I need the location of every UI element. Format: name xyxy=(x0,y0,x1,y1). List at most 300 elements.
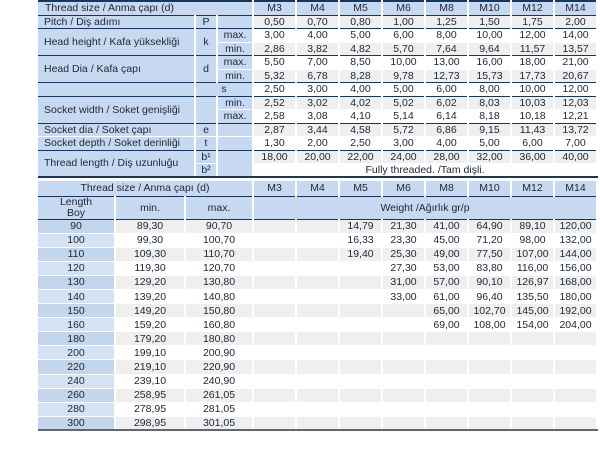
weight-value xyxy=(253,275,296,289)
weight-value xyxy=(339,402,382,416)
weight-value xyxy=(554,388,597,402)
spec-value-cell: 10,18 xyxy=(511,110,554,124)
weight-value xyxy=(425,332,468,346)
weight-value xyxy=(382,346,425,360)
spec-value-cell: 5,00 xyxy=(468,137,511,151)
spec-value-cell: 21,00 xyxy=(554,56,597,70)
spec-value-cell: 3,08 xyxy=(296,110,339,124)
minmax-qualifier xyxy=(217,150,253,177)
length-value: 160 xyxy=(38,318,115,332)
weight-value xyxy=(425,346,468,360)
spec-row-label: Socket depth / Soket derinliği xyxy=(38,137,195,151)
weight-row xyxy=(38,374,597,388)
max-length-value: 150,80 xyxy=(185,304,253,318)
weight-value xyxy=(253,346,296,360)
min-length-value: 149,20 xyxy=(115,304,185,318)
size-column-header: M6 xyxy=(382,1,425,15)
weight-value xyxy=(468,388,511,402)
minmax-qualifier: min. xyxy=(217,96,253,110)
weight-value xyxy=(468,360,511,374)
spec-value-cell: 13,72 xyxy=(554,123,597,137)
weight-value: 145,00 xyxy=(511,304,554,318)
max-length-value: 160,80 xyxy=(185,318,253,332)
weight-value: 69,00 xyxy=(425,318,468,332)
spec-value-cell: 2,58 xyxy=(253,110,296,124)
min-length-value: 239,10 xyxy=(115,374,185,388)
spec-row-label: Thread length / Diş uzunluğu xyxy=(38,150,195,177)
dimension-symbol: s xyxy=(195,83,253,97)
dimension-symbol: P xyxy=(195,15,217,29)
boy-header-line: Boy xyxy=(66,206,86,219)
weight-row xyxy=(38,402,597,416)
weight-value xyxy=(468,374,511,388)
weight-row xyxy=(38,416,597,430)
spec-value-cell: 8,00 xyxy=(425,29,468,43)
weight-value xyxy=(382,402,425,416)
weight-table xyxy=(38,181,598,431)
weight-value xyxy=(339,318,382,332)
weight-value: 89,10 xyxy=(511,219,554,233)
weight-value xyxy=(296,402,339,416)
spec-value-cell: 3,00 xyxy=(382,137,425,151)
spec-value-cell: 10,00 xyxy=(468,29,511,43)
spec-value-cell: 7,64 xyxy=(425,42,468,56)
spec-value-cell: 10,00 xyxy=(382,56,425,70)
spec-row xyxy=(38,83,597,97)
weight-value: 126,97 xyxy=(511,275,554,289)
size-column-header: M5 xyxy=(339,181,382,196)
weight-value: 83,80 xyxy=(468,261,511,275)
spec-value-cell: 2,86 xyxy=(253,42,296,56)
weight-value xyxy=(339,346,382,360)
weight-value xyxy=(382,388,425,402)
weight-value xyxy=(253,416,296,430)
weight-value xyxy=(554,346,597,360)
weight-value xyxy=(425,360,468,374)
weight-header-row-sizes xyxy=(38,181,597,196)
weight-value xyxy=(554,332,597,346)
spec-value-cell: 6,00 xyxy=(382,29,425,43)
weight-row xyxy=(38,318,597,332)
spec-value-cell: 5,00 xyxy=(339,29,382,43)
length-header-line: Length xyxy=(59,196,93,208)
min-length-value: 109,30 xyxy=(115,247,185,261)
weight-value xyxy=(511,332,554,346)
max-length-value: 301,05 xyxy=(185,416,253,430)
spec-value-cell: 3,44 xyxy=(296,123,339,137)
spec-value-cell: 2,50 xyxy=(339,137,382,151)
max-length-value: 100,70 xyxy=(185,233,253,247)
weight-value: 96,40 xyxy=(468,290,511,304)
weight-value xyxy=(253,388,296,402)
spec-value-cell: 8,03 xyxy=(468,96,511,110)
spec-value-cell: 6,14 xyxy=(425,110,468,124)
spec-value-cell: 6,02 xyxy=(425,96,468,110)
spec-value-cell: 6,86 xyxy=(425,123,468,137)
length-value: 280 xyxy=(38,402,115,416)
weight-value: 27,30 xyxy=(382,261,425,275)
weight-row xyxy=(38,247,597,261)
size-column-header: M12 xyxy=(511,181,554,196)
min-length-value: 179,20 xyxy=(115,332,185,346)
weight-value xyxy=(296,416,339,430)
min-length-value: 89,30 xyxy=(115,219,185,233)
spec-value-cell: 7,00 xyxy=(296,56,339,70)
weight-value xyxy=(339,332,382,346)
max-length-value: 281,05 xyxy=(185,402,253,416)
dimension-symbol xyxy=(195,96,217,123)
spec-value-cell: 1,25 xyxy=(425,15,468,29)
spec-value-cell: 18,00 xyxy=(253,150,296,164)
spec-row xyxy=(38,96,597,110)
weight-value xyxy=(296,346,339,360)
weight-value xyxy=(296,374,339,388)
weight-value: 21,30 xyxy=(382,219,425,233)
spec-value-cell: 4,58 xyxy=(339,123,382,137)
spec-value-cell: 9,78 xyxy=(382,69,425,83)
weight-value xyxy=(339,290,382,304)
weight-value: 41,00 xyxy=(425,219,468,233)
spec-value-cell: 9,15 xyxy=(468,123,511,137)
weight-value xyxy=(468,416,511,430)
spec-value-cell: 32,00 xyxy=(468,150,511,164)
spec-value-cell: 12,73 xyxy=(425,69,468,83)
spec-value-cell: 18,00 xyxy=(511,56,554,70)
length-value: 150 xyxy=(38,304,115,318)
spec-value-cell: 4,82 xyxy=(339,42,382,56)
spec-value-cell: 5,70 xyxy=(382,42,425,56)
length-value: 100 xyxy=(38,233,115,247)
weight-value xyxy=(425,388,468,402)
dimension-symbol: b¹ xyxy=(195,150,217,164)
dimension-symbol: e xyxy=(195,123,217,137)
spec-value-cell: 16,00 xyxy=(468,56,511,70)
weight-value: 71,20 xyxy=(468,233,511,247)
weight-value: 49,00 xyxy=(425,247,468,261)
spec-value-cell: 14,00 xyxy=(554,29,597,43)
weight-row xyxy=(38,233,597,247)
size-column-header: M10 xyxy=(468,181,511,196)
min-length-value: 99,30 xyxy=(115,233,185,247)
length-boy-header xyxy=(38,196,115,219)
dimension-symbol: t xyxy=(195,137,217,151)
minmax-qualifier xyxy=(217,123,253,137)
spec-row-label: Socket width / Soket genişliği xyxy=(38,96,195,123)
weight-value xyxy=(296,219,339,233)
spec-value-cell: 11,57 xyxy=(511,42,554,56)
weight-row xyxy=(38,261,597,275)
weight-value xyxy=(296,304,339,318)
max-length-value: 220,90 xyxy=(185,360,253,374)
weight-value: 108,00 xyxy=(468,318,511,332)
spec-value-cell: 20,67 xyxy=(554,69,597,83)
size-column-header: M3 xyxy=(253,181,296,196)
max-length-value: 240,90 xyxy=(185,374,253,388)
spec-value-cell: 8,50 xyxy=(339,56,382,70)
weight-value xyxy=(296,360,339,374)
spec-row-label: Pitch / Diş adımı xyxy=(38,15,195,29)
weight-value xyxy=(253,247,296,261)
length-value: 180 xyxy=(38,332,115,346)
weight-row xyxy=(38,275,597,289)
weight-value xyxy=(339,416,382,430)
weight-value xyxy=(382,332,425,346)
size-column-header: M4 xyxy=(296,181,339,196)
spec-value-cell: 10,00 xyxy=(511,83,554,97)
spec-value-cell: 3,82 xyxy=(296,42,339,56)
spec-value-cell: 8,18 xyxy=(468,110,511,124)
spec-value-cell: 20,00 xyxy=(296,150,339,164)
length-value: 300 xyxy=(38,416,115,430)
weight-value: 156,00 xyxy=(554,261,597,275)
dimension-symbol: k xyxy=(195,29,217,56)
max-length-value: 130,80 xyxy=(185,275,253,289)
length-value: 90 xyxy=(38,219,115,233)
spec-value-cell: 3,00 xyxy=(253,29,296,43)
spec-value-cell: 0,80 xyxy=(339,15,382,29)
size-column-header: M5 xyxy=(339,1,382,15)
weight-corner-header: Thread size / Anma çapı (d) xyxy=(38,181,253,196)
spec-value-cell: 22,00 xyxy=(339,150,382,164)
size-column-header: M10 xyxy=(468,1,511,15)
weight-value xyxy=(296,275,339,289)
weight-value: 116,00 xyxy=(511,261,554,275)
weight-row xyxy=(38,332,597,346)
weight-value xyxy=(339,275,382,289)
spec-row xyxy=(38,123,597,137)
spec-value-cell: 1,50 xyxy=(468,15,511,29)
spec-value-cell: 8,00 xyxy=(468,83,511,97)
weight-value xyxy=(296,261,339,275)
size-column-header: M14 xyxy=(554,181,597,196)
weight-value xyxy=(382,360,425,374)
weight-value: 53,00 xyxy=(425,261,468,275)
length-value: 220 xyxy=(38,360,115,374)
weight-value: 61,00 xyxy=(425,290,468,304)
spec-value-cell: 4,10 xyxy=(339,110,382,124)
weight-value: 98,00 xyxy=(511,233,554,247)
weight-value xyxy=(382,416,425,430)
length-value: 260 xyxy=(38,388,115,402)
spec-value-cell: 10,03 xyxy=(511,96,554,110)
weight-value: 154,00 xyxy=(511,318,554,332)
weight-value: 77,50 xyxy=(468,247,511,261)
weight-value: 180,00 xyxy=(554,290,597,304)
minmax-qualifier: max. xyxy=(217,56,253,70)
size-column-header: M6 xyxy=(382,181,425,196)
weight-row xyxy=(38,290,597,304)
spec-value-cell: 2,87 xyxy=(253,123,296,137)
weight-value xyxy=(296,388,339,402)
minmax-qualifier xyxy=(217,137,253,151)
min-length-value: 129,20 xyxy=(115,275,185,289)
spec-value-cell: 2,50 xyxy=(253,83,296,97)
spec-value-cell: 1,75 xyxy=(511,15,554,29)
weight-row xyxy=(38,360,597,374)
weight-value: 120,00 xyxy=(554,219,597,233)
spec-value-cell: 13,00 xyxy=(425,56,468,70)
spec-value-cell: 7,00 xyxy=(554,137,597,151)
min-length-value: 159,20 xyxy=(115,318,185,332)
spec-value-cell: 24,00 xyxy=(382,150,425,164)
weight-value xyxy=(339,388,382,402)
weight-value: 23,30 xyxy=(382,233,425,247)
weight-value: 192,00 xyxy=(554,304,597,318)
weight-value: 132,00 xyxy=(554,233,597,247)
size-column-header: M4 xyxy=(296,1,339,15)
length-value: 130 xyxy=(38,275,115,289)
weight-value: 33,00 xyxy=(382,290,425,304)
datasheet-page xyxy=(38,0,598,431)
min-length-value: 219,10 xyxy=(115,360,185,374)
minmax-qualifier: max. xyxy=(217,29,253,43)
weight-value xyxy=(296,318,339,332)
spec-value-cell: 2,00 xyxy=(296,137,339,151)
spec-row xyxy=(38,29,597,43)
spec-row-label xyxy=(38,83,195,97)
spec-value-cell: 4,00 xyxy=(425,137,468,151)
fully-threaded-note: Fully threaded. /Tam dişli. xyxy=(253,164,597,178)
weight-value: 57,00 xyxy=(425,275,468,289)
spec-row xyxy=(38,15,597,29)
weight-value: 144,00 xyxy=(554,247,597,261)
spec-value-cell: 5,50 xyxy=(253,56,296,70)
size-column-header: M8 xyxy=(425,181,468,196)
spec-value-cell: 36,00 xyxy=(511,150,554,164)
spec-row-label: Socket dia / Soket çapı xyxy=(38,123,195,137)
weight-value xyxy=(339,261,382,275)
weight-value xyxy=(425,416,468,430)
spec-value-cell: 15,73 xyxy=(468,69,511,83)
weight-header-row-cols xyxy=(38,196,597,219)
weight-value: 102,70 xyxy=(468,304,511,318)
weight-value xyxy=(554,360,597,374)
weight-value: 31,00 xyxy=(382,275,425,289)
length-value: 120 xyxy=(38,261,115,275)
max-length-value: 180,80 xyxy=(185,332,253,346)
spec-value-cell: 3,02 xyxy=(296,96,339,110)
weight-value: 204,00 xyxy=(554,318,597,332)
weight-value: 168,00 xyxy=(554,275,597,289)
weight-value xyxy=(382,374,425,388)
spec-value-cell: 0,50 xyxy=(253,15,296,29)
weight-value: 14,79 xyxy=(339,219,382,233)
spec-value-cell: 12,21 xyxy=(554,110,597,124)
weight-value xyxy=(554,374,597,388)
spec-value-cell: 1,00 xyxy=(382,15,425,29)
spec-value-cell: 6,00 xyxy=(511,137,554,151)
spec-value-cell: 12,00 xyxy=(554,83,597,97)
weight-value xyxy=(511,346,554,360)
spec-value-cell: 4,00 xyxy=(339,83,382,97)
size-column-header: M3 xyxy=(253,1,296,15)
weight-value xyxy=(253,290,296,304)
spec-value-cell: 11,43 xyxy=(511,123,554,137)
weight-value xyxy=(468,402,511,416)
weight-value xyxy=(511,374,554,388)
spec-row-label: Head height / Kafa yüksekliği xyxy=(38,29,195,56)
spec-value-cell: 5,02 xyxy=(382,96,425,110)
weight-value xyxy=(253,374,296,388)
spec-row xyxy=(38,56,597,70)
max-length-value: 120,70 xyxy=(185,261,253,275)
max-length-value: 261,05 xyxy=(185,388,253,402)
weight-value xyxy=(253,402,296,416)
weight-value: 19,40 xyxy=(339,247,382,261)
weight-value xyxy=(511,388,554,402)
spec-value-cell: 4,00 xyxy=(296,29,339,43)
weight-value xyxy=(253,332,296,346)
spec-value-cell: 5,00 xyxy=(382,83,425,97)
weight-value: 107,00 xyxy=(511,247,554,261)
min-length-value: 278,95 xyxy=(115,402,185,416)
weight-value xyxy=(511,360,554,374)
spec-value-cell: 2,52 xyxy=(253,96,296,110)
weight-value xyxy=(382,304,425,318)
spec-value-cell: 5,14 xyxy=(382,110,425,124)
spec-value-cell: 3,00 xyxy=(296,83,339,97)
max-length-value: 200,90 xyxy=(185,346,253,360)
spec-row-label: Head Dia / Kafa çapı xyxy=(38,56,195,83)
size-column-header: M8 xyxy=(425,1,468,15)
min-length-value: 199,10 xyxy=(115,346,185,360)
weight-value xyxy=(253,219,296,233)
weight-value: 25,30 xyxy=(382,247,425,261)
weight-value xyxy=(296,290,339,304)
weight-value xyxy=(425,374,468,388)
weight-value: 135,50 xyxy=(511,290,554,304)
weight-value xyxy=(511,402,554,416)
weight-value xyxy=(253,360,296,374)
weight-value xyxy=(296,332,339,346)
weight-value xyxy=(253,233,296,247)
spec-header-row xyxy=(38,1,597,15)
weight-row xyxy=(38,304,597,318)
spec-value-cell: 12,00 xyxy=(511,29,554,43)
spec-value-cell: 6,78 xyxy=(296,69,339,83)
weight-value xyxy=(511,416,554,430)
length-value: 140 xyxy=(38,290,115,304)
weight-value xyxy=(468,346,511,360)
spec-value-cell: 17,73 xyxy=(511,69,554,83)
spec-value-cell: 4,02 xyxy=(339,96,382,110)
dimension-symbol: d xyxy=(195,56,217,83)
weight-column-header: Weight /Ağırlık gr/p xyxy=(253,196,597,219)
weight-value xyxy=(554,416,597,430)
min-length-value: 139,20 xyxy=(115,290,185,304)
minmax-qualifier: max. xyxy=(217,110,253,124)
dimension-symbol: b² xyxy=(195,164,217,178)
weight-value xyxy=(339,374,382,388)
minmax-qualifier xyxy=(217,15,253,29)
weight-value: 16,33 xyxy=(339,233,382,247)
min-length-value: 119,30 xyxy=(115,261,185,275)
max-length-value: 110,70 xyxy=(185,247,253,261)
spec-value-cell: 2,00 xyxy=(554,15,597,29)
spec-value-cell: 40,00 xyxy=(554,150,597,164)
spec-value-cell: 8,28 xyxy=(339,69,382,83)
weight-value: 64,90 xyxy=(468,219,511,233)
spec-value-cell: 1,30 xyxy=(253,137,296,151)
weight-value xyxy=(468,332,511,346)
spec-corner-header: Thread size / Anma çapı (d) xyxy=(38,1,253,15)
spec-value-cell: 13,57 xyxy=(554,42,597,56)
weight-value xyxy=(296,233,339,247)
weight-row xyxy=(38,219,597,233)
weight-value xyxy=(296,247,339,261)
weight-value: 90,10 xyxy=(468,275,511,289)
spec-value-cell: 28,00 xyxy=(425,150,468,164)
